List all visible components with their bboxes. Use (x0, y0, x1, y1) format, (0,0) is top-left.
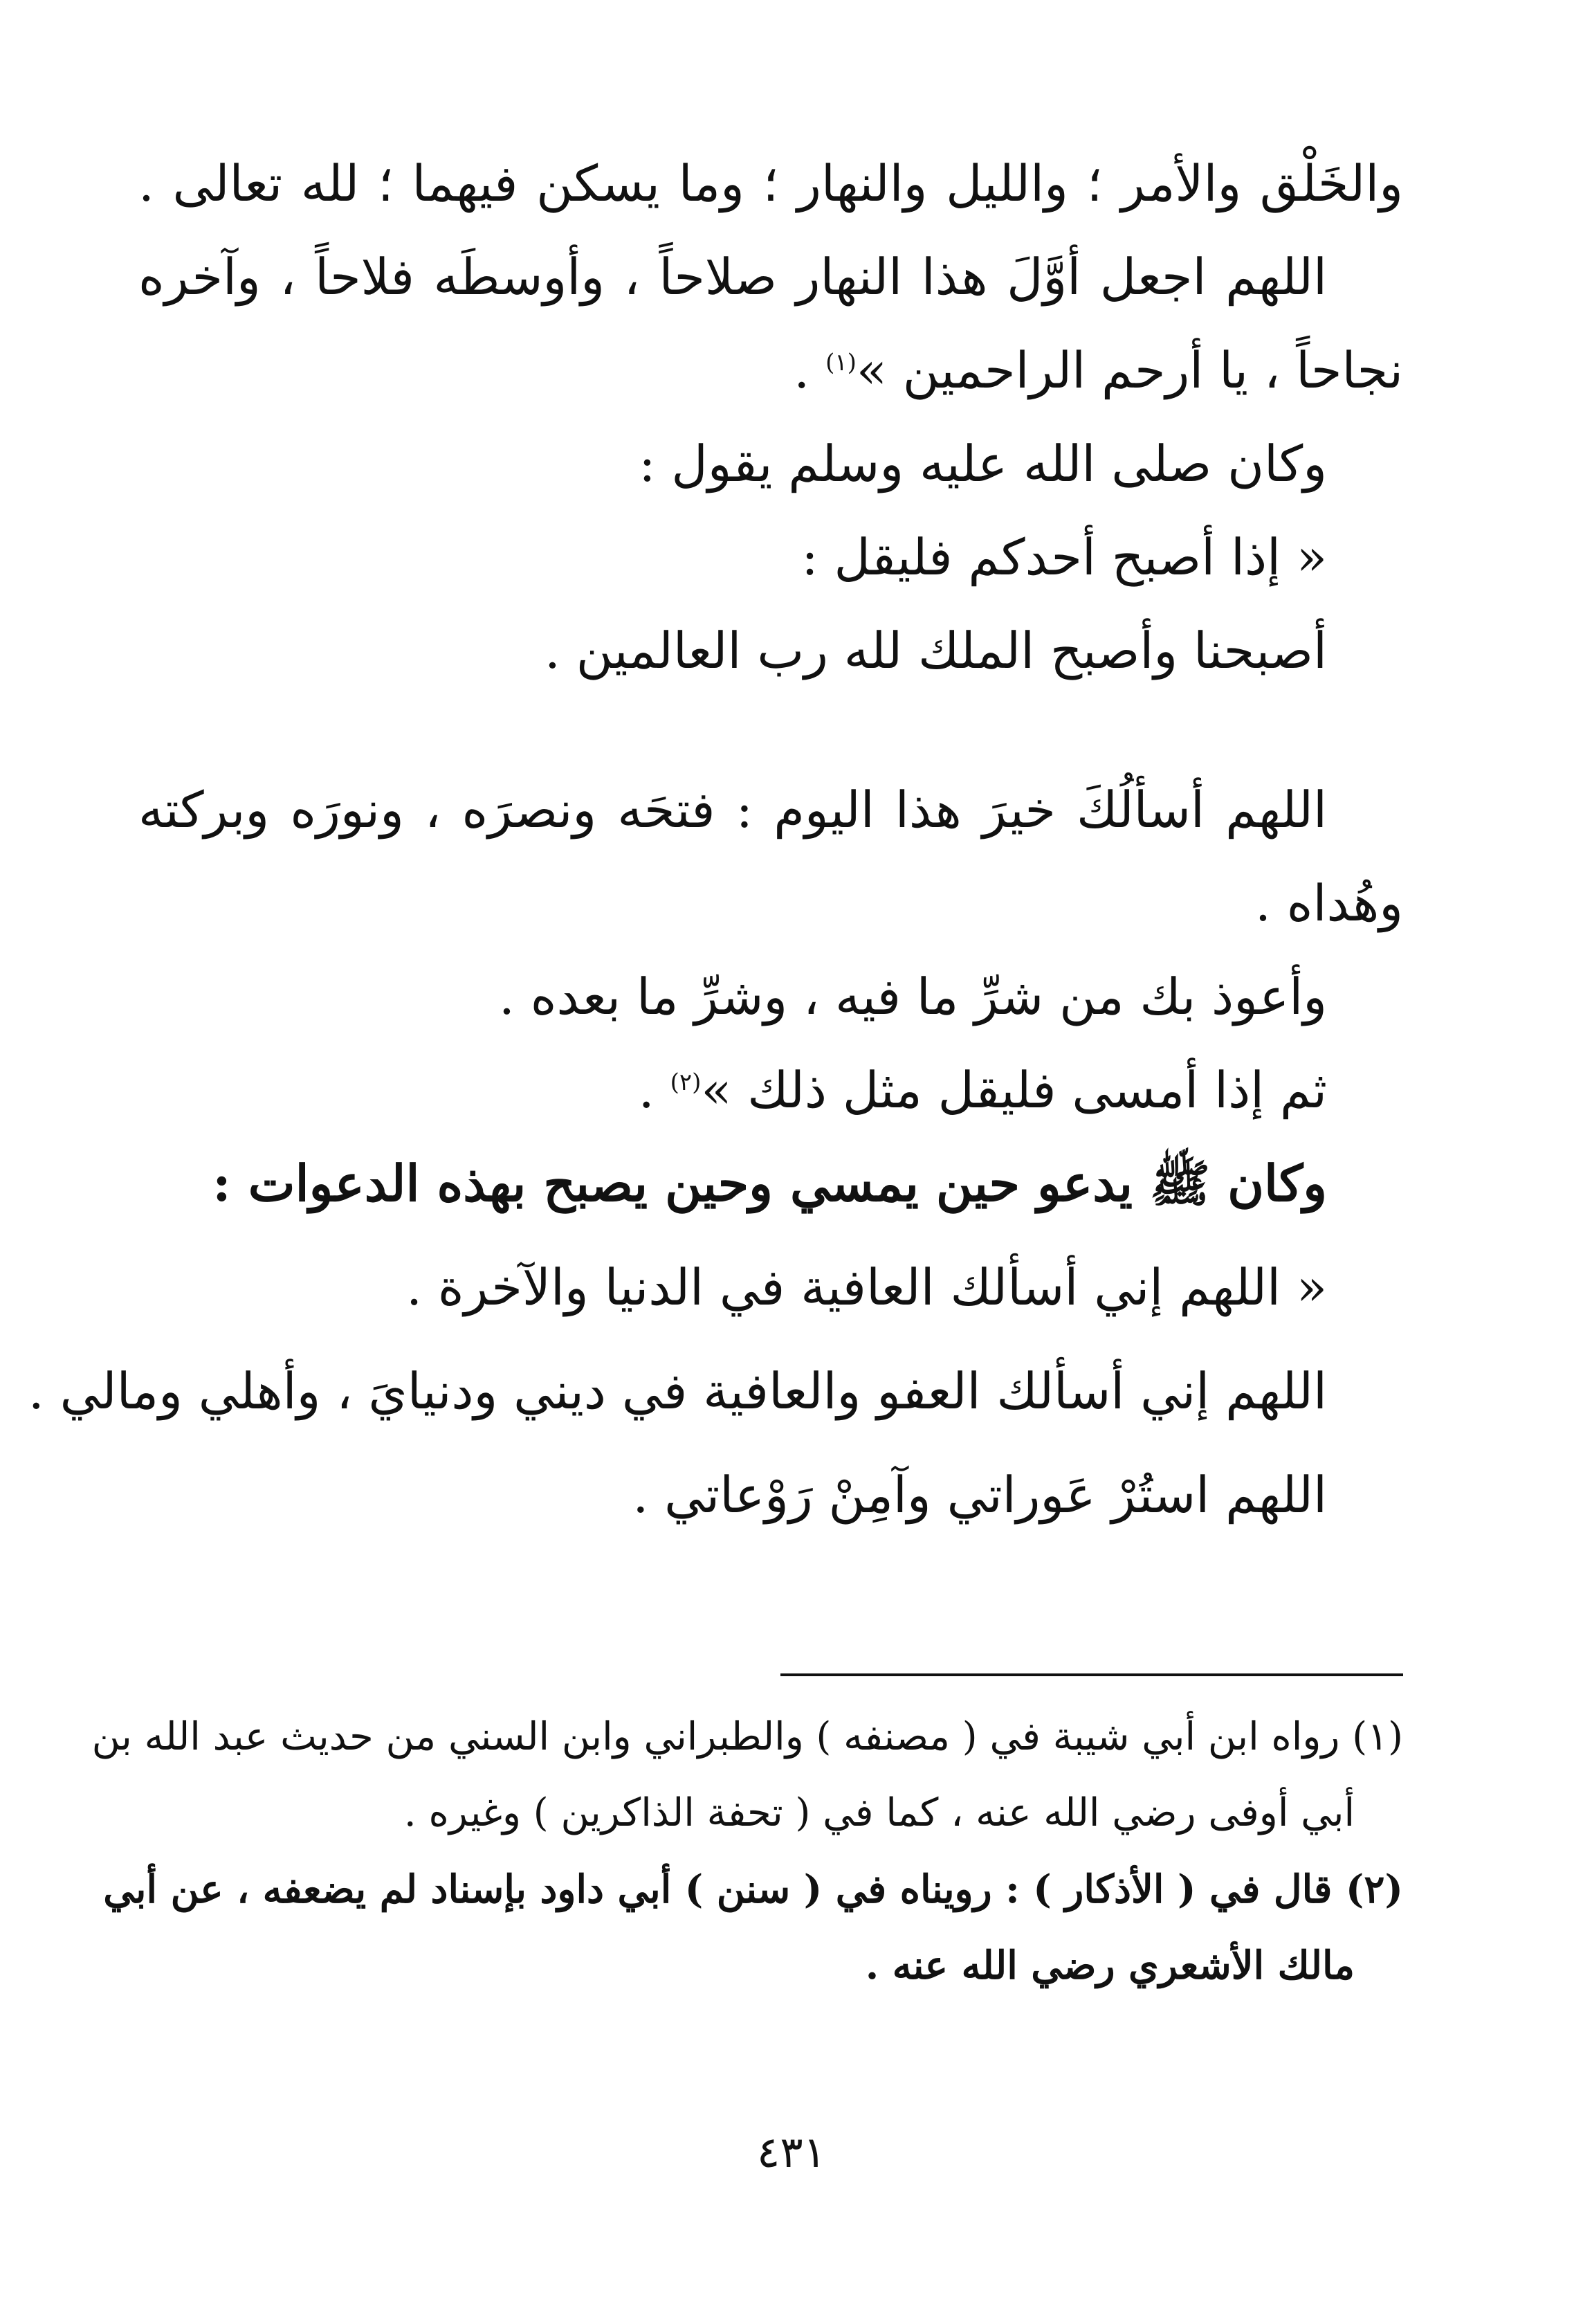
footnote-1-line-1: (١) رواه ابن أبي شيبة في ( مصنفه ) والطبراني وابن السني من حديث عبد الله بن (91, 1714, 1403, 1759)
body-line-8: وهُداه . (1254, 874, 1403, 932)
body-line-3-end: . (794, 341, 826, 399)
body-line-10 (138, 1055, 1327, 1125)
body-line-10-end: . (638, 1061, 670, 1119)
body-line-2: اللهم اجعل أوَّلَ هذا النهار صلاحاً ، وأوسطَه فلاحاً ، وآخره (138, 248, 1327, 306)
footnote-separator (780, 1673, 1403, 1676)
body-line-4: وكان صلى الله عليه وسلم يقول : (639, 435, 1327, 493)
footnote-2-line-2: مالك الأشعري رضي الله عنه . (865, 1943, 1355, 1988)
body-line-7: اللهم أسألُكَ خيرَ هذا اليوم : فتحَه ونصرَه ، ونورَه وبركته (138, 781, 1327, 839)
footnote-ref-1: (١) (825, 349, 857, 376)
body-line-3-text: نجاحاً ، يا أرحم الراحمين » (856, 341, 1403, 399)
footnote-1-line-2: أبي أوفى رضي الله عنه ، كما في ( تحفة الذاكرين ) وغيره . (403, 1790, 1355, 1835)
page-number: ٤٣١ (757, 2127, 826, 2177)
footnote-2-line-1: (٢) قال في ( الأذكار ) : رويناه في ( سنن ) أبي داود بإسناد لم يضعفه ، عن أبي (103, 1867, 1403, 1912)
body-line-10-text: ثم إذا أمسى فليقل مثل ذلك » (701, 1061, 1327, 1119)
body-line-12: « اللهم إني أسألك العافية في الدنيا والآخرة . (406, 1258, 1327, 1316)
body-line-14: اللهم استُرْ عَوراتي وآمِنْ رَوْعاتي . (632, 1466, 1327, 1524)
body-line-5: « إذا أصبح أحدكم فليقل : (801, 528, 1327, 586)
footnote-ref-2: (٢) (670, 1069, 702, 1096)
body-line-13: اللهم إني أسألك العفو والعافية في ديني ودنيايَ ، وأهلي ومالي . (28, 1362, 1327, 1420)
body-line-3 (138, 336, 1403, 405)
body-line-1: والخَلْق والأمر ؛ والليل والنهار ؛ وما يسكن فيهما ؛ لله تعالى . (138, 154, 1403, 212)
body-line-9: وأعوذ بك من شرِّ ما فيه ، وشرِّ ما بعده . (499, 968, 1327, 1026)
body-line-11: وكان ﷺ يدعو حين يمسي وحين يصبح بهذه الدعوات : (212, 1154, 1327, 1213)
body-line-6: أصبحنا وأصبح الملك لله رب العالمين . (544, 621, 1327, 680)
